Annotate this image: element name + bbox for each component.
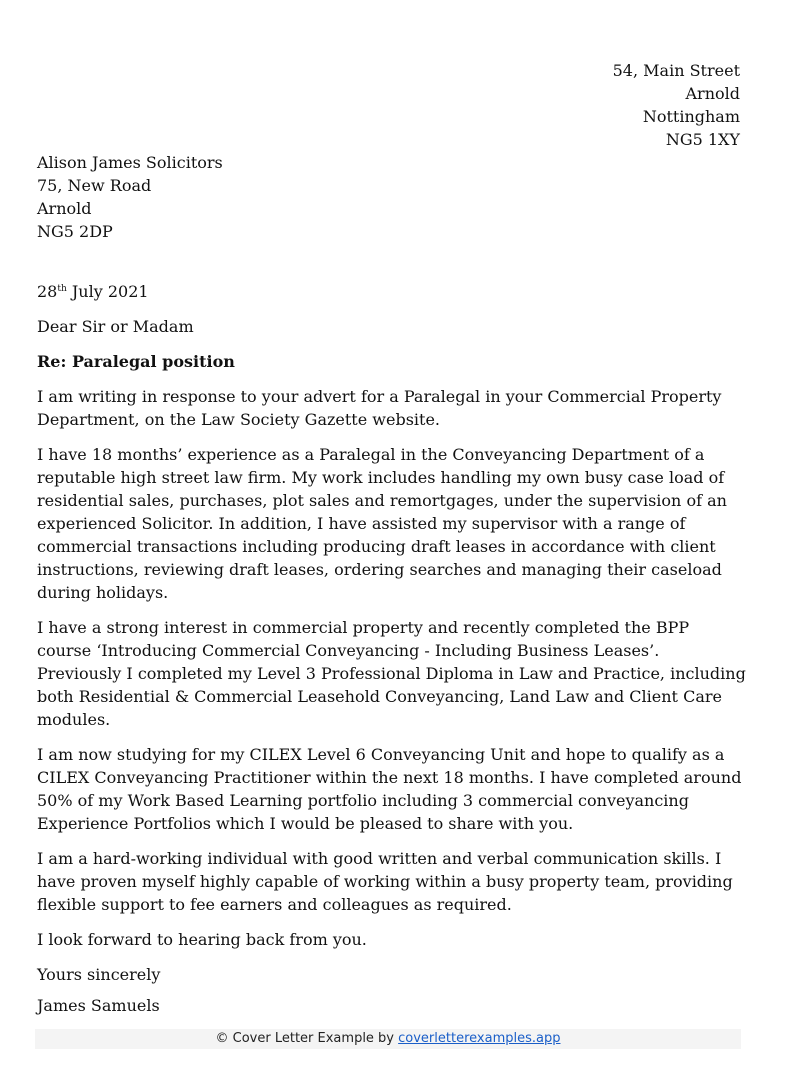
body-paragraph: I am writing in response to your advert for a Paralegal in your Commercial Property Department, on the Law Society Gazette website. [37, 387, 722, 429]
date-day: 28 [37, 282, 58, 301]
body-paragraph: I have a strong interest in commercial property and recently completed the BPP course ‘Introducing Commercial Conveyancing - Including Business Leases’. Previously I completed my Level 3 Professional Diploma in Law and Practice, including both Residential & Commercial Leasehold Conveyancing, Land Law and Client Care modules. [37, 618, 746, 729]
body-paragraph: I am now studying for my CILEX Level 6 Conveyancing Unit and hope to qualify as a CILEX Conveyancing Practitioner within the next 18 months. I have completed around 50% of my Work Based Learning portfolio including 3 commercial conveyancing Experience Portfolios which I would be pleased to share with you. [37, 745, 742, 833]
sender-address [613, 59, 740, 151]
recipient-address-line: NG5 2DP [37, 222, 113, 241]
sender-address-line: 54, Main Street [612, 61, 740, 80]
body-paragraph: I am a hard-working individual with good written and verbal communication skills. I have proven myself highly capable of working within a busy property team, providing flexible support to fee earners and colleagues as required. [37, 849, 733, 914]
body-paragraph: I look forward to hearing back from you. [37, 930, 367, 949]
body-paragraph: I have 18 months’ experience as a Paralegal in the Conveyancing Department of a reputable high street law firm. My work includes handling my own busy case load of residential sales, purchases, plot sales and remortgages, under the supervision of an experienced Solicitor. In addition, I have assisted my supervisor with a range of commercial transactions including producing draft leases in accordance with client instructions, reviewing draft leases, ordering searches and managing their caseload during holidays. [37, 445, 727, 602]
closing-line: Yours sincerely [37, 965, 161, 984]
letter-date [37, 280, 747, 303]
footer-link[interactable]: coverletterexamples.app [398, 1031, 561, 1046]
date-suffix: th [57, 284, 67, 294]
sender-address-line: NG5 1XY [665, 130, 740, 149]
recipient-address-line: Arnold [37, 199, 92, 218]
subject-line: Re: Paralegal position [37, 352, 235, 371]
signature-name: James Samuels [37, 996, 160, 1015]
letter-body [37, 280, 747, 986]
salutation: Dear Sir or Madam [37, 317, 194, 336]
recipient-address-line: 75, New Road [37, 176, 152, 195]
footer-credit [35, 1029, 741, 1049]
date-month-year: July 2021 [66, 282, 149, 301]
recipient-address [37, 151, 223, 243]
sender-address-line: Nottingham [642, 107, 740, 126]
footer-text: © Cover Letter Example by [215, 1031, 399, 1046]
recipient-address-line: Alison James Solicitors [37, 153, 223, 172]
sender-address-line: Arnold [685, 84, 740, 103]
